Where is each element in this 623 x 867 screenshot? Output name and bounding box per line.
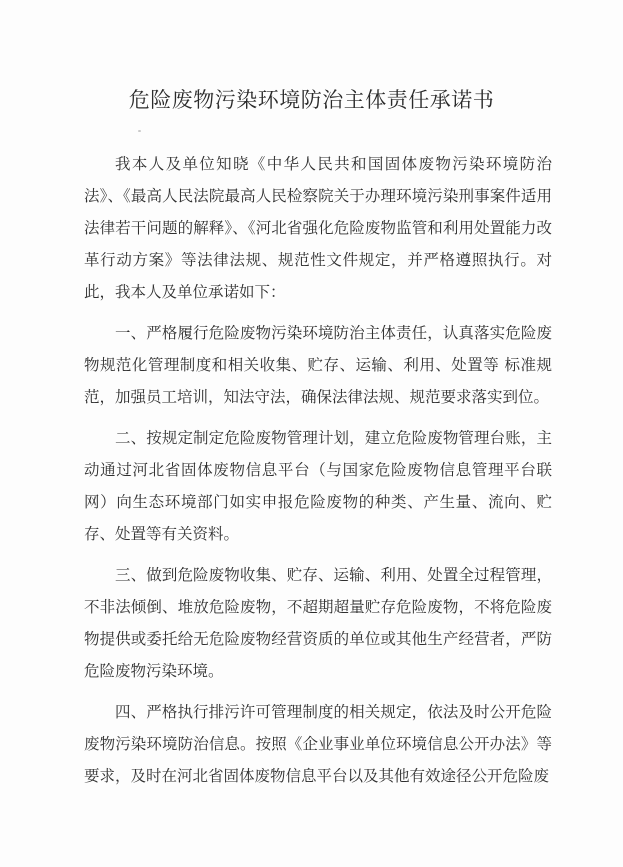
scan-speck xyxy=(138,130,141,132)
paragraph-commitment-4: 四、严格执行排污许可管理制度的相关规定，依法及时公开危险废物污染环境防治信息。按照《企业事业单位环境信息公开办法》等要求，及时在河北省固体废物信息平台以及其他有效途径公开危险废 xyxy=(84,703,552,785)
paragraph-commitment-3: 三、做到危险废物收集、贮存、运输、利用、处置全过程管理，不非法倾倒、堆放危险废物，不超期超量贮存危险废物，不将危险废物提供或委托给无危险废物经营资质的单位或其他生产经营者，严防危险废物污染环境。 xyxy=(84,566,552,680)
document-title: 危险废物污染环境防治主体责任承诺书 xyxy=(128,88,495,112)
document-body xyxy=(84,148,552,801)
paragraph-intro: 我本人及单位知晓《中华人民共和国固体废物污染环境防治法》、《最高人民法院最高人民检察院关于办理环境污染刑事案件适用法律若干问题的解释》、《河北省强化危险废物监管和利用处置能力改革行动方案》等法律法规、规范性文件规定，并严格遵照执行。对此，我本人及单位承诺如下： xyxy=(84,155,552,301)
paragraph-commitment-2: 二、按规定制定危险废物管理计划，建立危险废物管理台账，主动通过河北省固体废物信息平台（与国家危险废物信息管理平台联网）向生态环境部门如实申报危险废物的种类、产生量、流向、贮存、处置等有关资料。 xyxy=(84,429,552,543)
paragraph-commitment-1: 一、严格履行危险废物污染环境防治主体责任，认真落实危险废物规范化管理制度和相关收集、贮存、运输、利用、处置等 标准规范，加强员工培训，知法守法，确保法律法规、规范要求落实到位。 xyxy=(84,324,552,406)
